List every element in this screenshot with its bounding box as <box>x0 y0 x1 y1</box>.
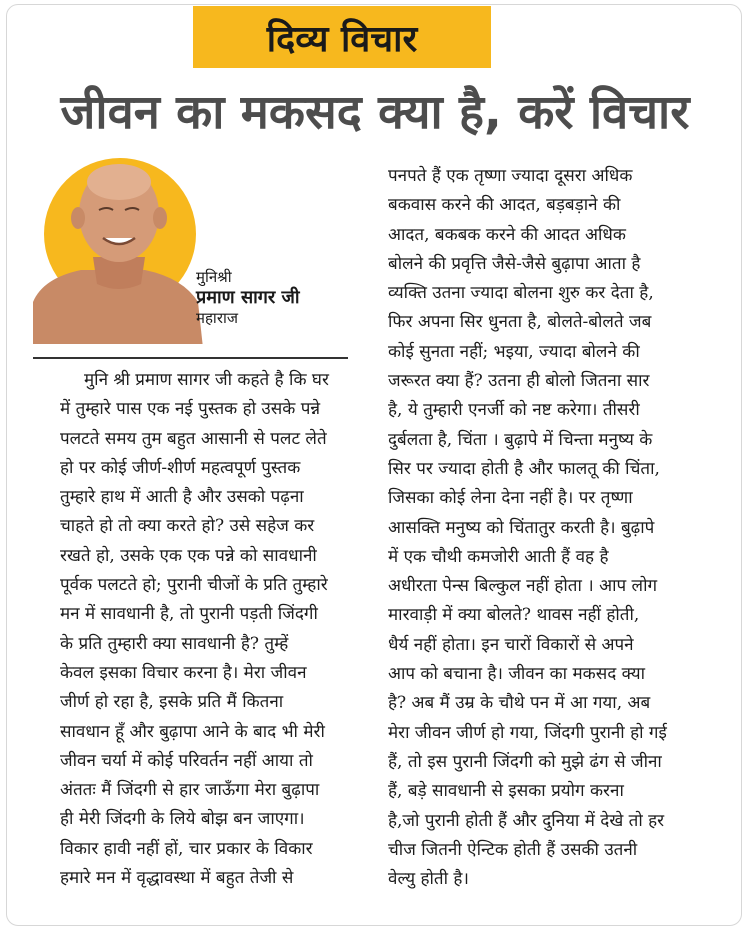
article-line: फिर अपना सिर धुनता है, बोलते-बोलते जब <box>388 312 652 333</box>
author-title-top: मुनिश्री <box>196 268 232 286</box>
portrait-left-ear <box>71 207 85 229</box>
article-line: है, ये तुम्हारी एनर्जी को नष्ट करेगा। तीसरी <box>388 400 640 421</box>
article-line: ही मेरी जिंदगी के लिये बोझ बन जाएगा। <box>60 809 305 830</box>
article-line: अंततः मैं जिंदगी से हार जाऊँगा मेरा बुढ़ापा <box>60 780 320 801</box>
article-line: चीज जितनी ऐन्टिक होती हैं उसकी उतनी <box>388 839 638 860</box>
article-line: आसक्ति मनुष्य को चिंतातुर करती है। बुढ़ापे <box>388 517 655 538</box>
article-line: जीर्ण हो रहा है, इसके प्रति मैं कितना <box>60 692 284 713</box>
article-line: रखते हो, उसके एक एक पन्ने को सावधानी <box>60 545 317 566</box>
section-banner <box>193 6 491 68</box>
section-banner-label: दिव्य विचार <box>266 18 418 60</box>
portrait-right-ear <box>153 207 167 229</box>
article-line: मेरा जीवन जीर्ण हो गया, जिंदगी पुरानी हो गई <box>388 722 667 743</box>
author-title-bottom: महाराज <box>196 309 238 328</box>
article-line: है? अब मैं उम्र के चौथे पन में आ गया, अब <box>388 693 651 714</box>
article-line: मारवाड़ी में क्या बोलते? थावस नहीं होती, <box>388 605 640 626</box>
author-name: प्रमाण सागर जी <box>196 286 300 308</box>
author-portrait <box>33 152 203 348</box>
article-headline: जीवन का मकसद क्या है, करें विचार <box>60 85 690 140</box>
article-line: पनपते हैं एक तृष्णा ज्यादा दूसरा अधिक <box>388 166 633 186</box>
article-column-left <box>60 366 356 893</box>
article-line: सिर पर ज्यादा होती है और फालतू की चिंता, <box>388 458 660 479</box>
article-line: बोलने की प्रवृत्ति जैसे-जैसे बुढ़ापा आता है <box>388 253 641 274</box>
article-line: वेल्यु होती है। <box>388 869 469 890</box>
portrait-forehead-highlight <box>87 164 151 200</box>
article-line: जिसका कोई लेना देना नहीं है। पर तृष्णा <box>388 488 633 509</box>
article-line: हो पर कोई जीर्ण-शीर्ण महत्वपूर्ण पुस्तक <box>60 457 301 478</box>
byline-divider <box>33 357 348 359</box>
article-line: चाहते हो तो क्या करते हो? उसे सहेज कर <box>60 516 315 537</box>
article-line: धैर्य नहीं होता। इन चारों विकारों से अपने <box>388 634 634 655</box>
article-line: आप को बचाना है। जीवन का मकसद क्या <box>388 664 645 685</box>
article-line: दुर्बलता है, चिंता । बुढ़ापे में चिन्ता मनुष्य के <box>388 429 653 450</box>
article-line: अधीरता पेन्स बिल्कुल नहीं होता । आप लोग <box>388 576 658 597</box>
article-line: में एक चौथी कमजोरी आती हैं वह है <box>388 546 609 567</box>
article-line: मुनि श्री प्रमाण सागर जी कहते है कि घर <box>84 370 329 390</box>
article-line: हैं, तो इस पुरानी जिंदगी को मुझे ढंग से जीना <box>388 751 662 772</box>
article-line: है,जो पुरानी होती हैं और दुनिया में देखे तो हर <box>388 810 665 831</box>
article-line: कोई सुनता नहीं; भइया, ज्यादा बोलने की <box>388 341 640 362</box>
article-line: आदत, बकबक करने की आदत अधिक <box>388 224 626 245</box>
article-line: हैं, बड़े सावधानी से इसका प्रयोग करना <box>388 781 624 802</box>
article-line: जीवन चर्या में कोई परिवर्तन नहीं आया तो <box>60 750 313 771</box>
article-line: केवल इसका विचार करना है। मेरा जीवन <box>60 662 307 683</box>
article-column-right <box>388 162 716 894</box>
article-line: व्यक्ति उतना ज्यादा बोलना शुरु कर देता है, <box>388 283 654 304</box>
author-byline <box>196 268 300 328</box>
article-line: जरूरत क्या हैं? उतना ही बोलो जितना सार <box>388 371 650 392</box>
article-line: के प्रति तुम्हारी क्या सावधानी है? तुम्हें <box>60 633 289 654</box>
article-line: विकार हावी नहीं हों, चार प्रकार के विकार <box>60 838 313 859</box>
article-line: सावधान हूँ और बुढ़ापा आने के बाद भी मेरी <box>60 721 325 742</box>
article-line: पूर्वक पलटते हो; पुरानी चीजों के प्रति तुम्हारे <box>60 575 328 596</box>
article-line: तुम्हारे हाथ में आती है और उसको पढ़ना <box>60 487 304 508</box>
article-line: बकवास करने की आदत, बड़बड़ाने की <box>388 195 621 216</box>
article-line: हमारे मन में वृद्धावस्था में बहुत तेजी से <box>60 868 294 889</box>
article-line: पलटते समय तुम बहुत आसानी से पलट लेते <box>60 428 327 449</box>
article-line: में तुम्हारे पास एक नई पुस्तक हो उसके पन्ने <box>60 399 321 420</box>
article-line: मन में सावधानी है, तो पुरानी पड़ती जिंदगी <box>60 604 318 625</box>
